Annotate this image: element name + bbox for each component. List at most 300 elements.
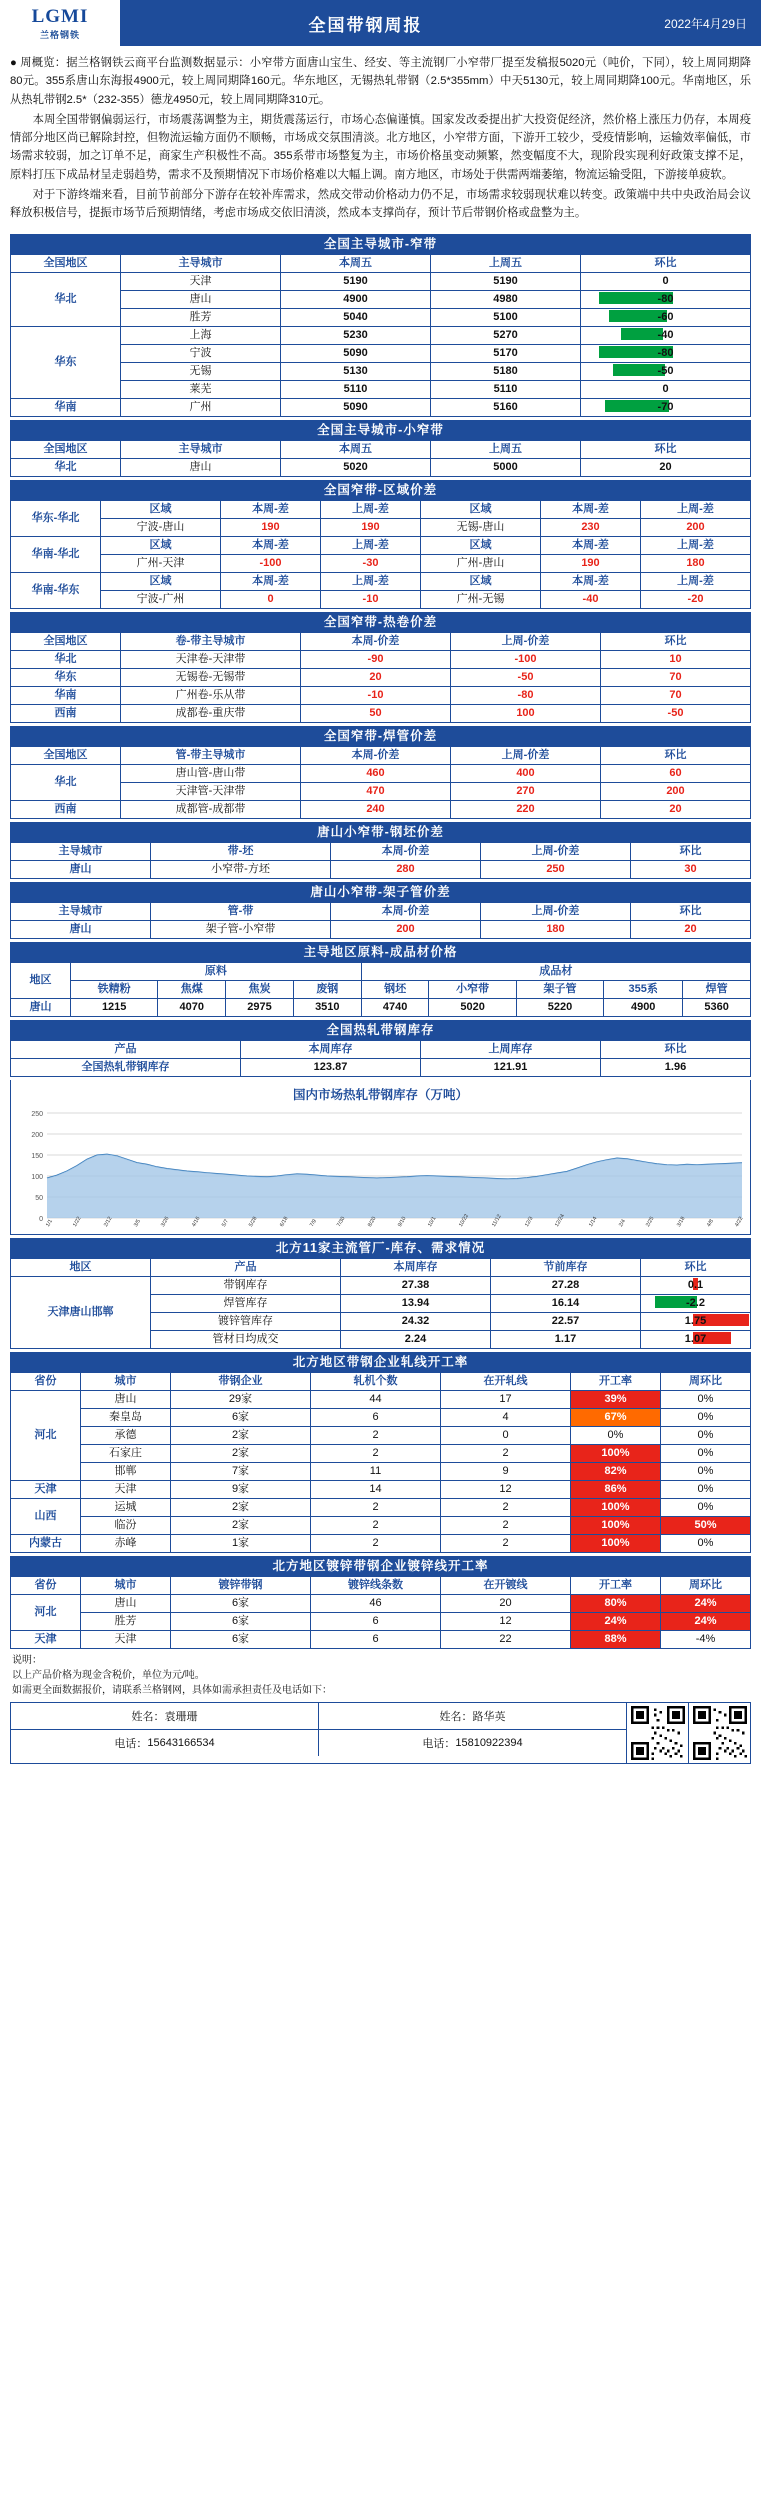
section-title-hot-rolled-inventory: 全国热轧带钢库存 xyxy=(11,1020,751,1040)
cell-last-week: 5190 xyxy=(431,272,581,290)
col-province: 省份 xyxy=(11,1372,81,1390)
col-region: 全国地区 xyxy=(11,440,121,458)
brand-logo xyxy=(0,0,120,46)
table-row xyxy=(11,1480,751,1498)
cell-operating-rate: 80% xyxy=(571,1594,661,1612)
cell-product: 全国热轧带钢库存 xyxy=(11,1058,241,1076)
cell-city: 天津 xyxy=(121,272,281,290)
cell-iron-powder: 1215 xyxy=(71,998,158,1016)
cell-this-diff-2: -40 xyxy=(541,590,641,608)
cell-this-diff-2: 230 xyxy=(541,518,641,536)
cell-welded-pipe: 5360 xyxy=(683,998,751,1016)
section-title-galvanizing-rate: 北方地区镀锌带钢企业镀锌线开工率 xyxy=(11,1556,751,1576)
cell-city-pair: 成都管-成都带 xyxy=(121,800,301,818)
cell-active-mills: 2 xyxy=(441,1498,571,1516)
col-last-diff: 上周-差 xyxy=(321,500,421,518)
cell-last-week: 5100 xyxy=(431,308,581,326)
section-title-small-narrow: 全国主导城市-小窄带 xyxy=(11,420,751,440)
cell-last-week: 5270 xyxy=(431,326,581,344)
cell-region: 华东 xyxy=(11,668,121,686)
cell-this-diff: -10 xyxy=(301,686,451,704)
cell-product: 管材日均成交 xyxy=(151,1330,341,1348)
cell-firms: 6家 xyxy=(171,1612,311,1630)
col-coking-coal: 焦煤 xyxy=(158,980,226,998)
contact-phone-2 xyxy=(318,1730,626,1756)
cell-wow: 0% xyxy=(661,1390,751,1408)
cell-region: 华北 xyxy=(11,458,121,476)
col-last-inventory: 上周库存 xyxy=(421,1040,601,1058)
cell-line-count: 6 xyxy=(311,1612,441,1630)
cell-preholiday-inventory: 1.17 xyxy=(491,1330,641,1348)
table-hot-rolled-inventory xyxy=(10,1020,751,1077)
change-value: -2.2 xyxy=(686,1296,705,1309)
col-this-week: 本周五 xyxy=(281,254,431,272)
cell-operating-rate: 88% xyxy=(571,1630,661,1648)
cell-wow: 0% xyxy=(661,1480,751,1498)
table-hotcoil-spread xyxy=(10,612,751,723)
cell-product: 焊管库存 xyxy=(151,1294,341,1312)
col-change: 环比 xyxy=(641,1258,751,1276)
svg-text:250: 250 xyxy=(31,1110,43,1118)
cell-change xyxy=(581,398,751,416)
qr-code-1 xyxy=(626,1703,688,1763)
cell-city: 唐山 xyxy=(121,458,281,476)
change-value: -60 xyxy=(657,310,674,323)
cell-change: 30 xyxy=(631,860,751,878)
table-row xyxy=(11,860,751,878)
col-line-count: 镀锌线条数 xyxy=(311,1576,441,1594)
cell-region: 西南 xyxy=(11,704,121,722)
cell-change xyxy=(581,326,751,344)
change-value: 0 xyxy=(662,274,669,287)
table-row xyxy=(11,290,751,308)
cell-this-week: 5130 xyxy=(281,362,431,380)
cell-last-diff: -80 xyxy=(451,686,601,704)
cell-last-diff-2: 200 xyxy=(641,518,751,536)
cell-this-week: 5090 xyxy=(281,344,431,362)
table-row xyxy=(11,1408,751,1426)
cell-last-diff: -100 xyxy=(451,650,601,668)
cell-this-diff: 470 xyxy=(301,782,451,800)
table-tangshan-billet-spread xyxy=(10,822,751,879)
col-change: 环比 xyxy=(601,632,751,650)
cell-wow: 0% xyxy=(661,1462,751,1480)
col-city: 主导城市 xyxy=(11,842,151,860)
cell-region: 华南-华东 xyxy=(11,572,101,608)
cell-this-week: 5110 xyxy=(281,380,431,398)
cell-change: 70 xyxy=(601,686,751,704)
col-coke: 焦炭 xyxy=(226,980,294,998)
cell-last-diff: 100 xyxy=(451,704,601,722)
cell-city: 广州 xyxy=(121,398,281,416)
cell-this-week: 5040 xyxy=(281,308,431,326)
col-last-diff: 上周-差 xyxy=(321,572,421,590)
logo-cn-text: 兰格钢铁 xyxy=(39,29,80,40)
cell-pair: 架子管-小窄带 xyxy=(151,920,331,938)
page-title: 全国带钢周报 xyxy=(308,15,423,35)
cell-mill-count: 6 xyxy=(311,1408,441,1426)
col-operating-rate: 开工率 xyxy=(571,1372,661,1390)
col-preholiday-inventory: 节前库存 xyxy=(491,1258,641,1276)
x-tick: 5/28 xyxy=(248,1215,259,1228)
cell-last-diff: -30 xyxy=(321,554,421,572)
cell-this-inventory: 24.32 xyxy=(341,1312,491,1330)
col-area-2: 区域 xyxy=(421,572,541,590)
col-product: 产品 xyxy=(11,1040,241,1058)
cell-last-diff: 400 xyxy=(451,764,601,782)
col-operating-rate: 开工率 xyxy=(571,1576,661,1594)
table-tangshan-scaffold-spread xyxy=(10,882,751,939)
cell-this-inventory: 123.87 xyxy=(241,1058,421,1076)
cell-this-diff: 200 xyxy=(331,920,481,938)
cell-active-mills: 2 xyxy=(441,1534,571,1552)
cell-this-week: 5190 xyxy=(281,272,431,290)
cell-last-diff-2: 180 xyxy=(641,554,751,572)
cell-pair: 宁波-广州 xyxy=(101,590,221,608)
col-region: 地区 xyxy=(11,962,71,998)
x-tick: 9/10 xyxy=(397,1215,408,1228)
table-main-narrow xyxy=(10,234,751,417)
x-tick: 7/30 xyxy=(336,1215,347,1228)
cell-pair: 小窄带-方坯 xyxy=(151,860,331,878)
cell-active-mills: 2 xyxy=(441,1516,571,1534)
cell-city: 唐山 xyxy=(81,1390,171,1408)
change-value: -80 xyxy=(657,346,674,359)
name-label-2: 姓名： xyxy=(439,1710,473,1723)
contact-name-1 xyxy=(11,1703,318,1729)
col-pair: 带-坯 xyxy=(151,842,331,860)
chart-plot-area xyxy=(17,1107,744,1228)
col-region: 全国地区 xyxy=(11,746,121,764)
cell-last-week: 5110 xyxy=(431,380,581,398)
cell-change xyxy=(581,308,751,326)
cell-province: 河北 xyxy=(11,1594,81,1630)
x-tick: 11/12 xyxy=(491,1213,503,1228)
cell-city: 天津 xyxy=(81,1630,171,1648)
col-this-diff-2: 本周-差 xyxy=(541,500,641,518)
cell-this-diff: 0 xyxy=(221,590,321,608)
col-last-week: 上周五 xyxy=(431,440,581,458)
x-tick: 3/26 xyxy=(160,1215,171,1228)
cell-operating-rate: 24% xyxy=(571,1612,661,1630)
table-row xyxy=(11,1516,751,1534)
cell-last-inventory: 121.91 xyxy=(421,1058,601,1076)
cell-change xyxy=(641,1312,751,1330)
cell-active-lines: 12 xyxy=(441,1612,571,1630)
col-this-diff: 本周-差 xyxy=(221,572,321,590)
group-finished-product: 成品材 xyxy=(361,962,750,980)
col-last-diff-2: 上周-差 xyxy=(641,572,751,590)
table-row xyxy=(11,1594,751,1612)
cell-city: 赤峰 xyxy=(81,1534,171,1552)
col-last-diff: 上周-价差 xyxy=(451,746,601,764)
cell-mill-count: 14 xyxy=(311,1480,441,1498)
cell-this-inventory: 13.94 xyxy=(341,1294,491,1312)
x-tick: 12/24 xyxy=(554,1212,567,1228)
logo-en-text: LGMI xyxy=(31,5,89,27)
cell-wow: 24% xyxy=(661,1594,751,1612)
cell-operating-rate: 100% xyxy=(571,1498,661,1516)
col-last-diff: 上周-价差 xyxy=(451,632,601,650)
svg-text:200: 200 xyxy=(31,1131,43,1139)
footer-notes xyxy=(0,1649,761,1698)
col-this-inventory: 本周库存 xyxy=(341,1258,491,1276)
x-tick: 7/9 xyxy=(309,1218,319,1228)
cell-change xyxy=(581,380,751,398)
table-row xyxy=(11,1444,751,1462)
cell-wow: 0% xyxy=(661,1444,751,1462)
cell-this-diff-2: 190 xyxy=(541,554,641,572)
cell-active-mills: 12 xyxy=(441,1480,571,1498)
col-last-diff-2: 上周-差 xyxy=(641,536,751,554)
cell-this-diff: 20 xyxy=(301,668,451,686)
col-iron-powder: 铁精粉 xyxy=(71,980,158,998)
table-row xyxy=(11,458,751,476)
change-value: -40 xyxy=(657,328,674,341)
cell-wow: -4% xyxy=(661,1630,751,1648)
cell-scaffold-pipe: 5220 xyxy=(516,998,603,1016)
col-this-diff-2: 本周-差 xyxy=(541,536,641,554)
col-mill-count: 轧机个数 xyxy=(311,1372,441,1390)
cell-region: 华北 xyxy=(11,650,121,668)
cell-firms: 6家 xyxy=(171,1594,311,1612)
cell-last-diff: -50 xyxy=(451,668,601,686)
x-tick: 4/22 xyxy=(733,1215,744,1228)
x-tick: 3/5 xyxy=(133,1218,142,1228)
cell-wow: 0% xyxy=(661,1534,751,1552)
cell-firms: 29家 xyxy=(171,1390,311,1408)
cell-region: 天津唐山邯郸 xyxy=(11,1276,151,1348)
table-row xyxy=(11,272,751,290)
phone-value-1: 15643166534 xyxy=(147,1736,215,1749)
cell-this-diff: 240 xyxy=(301,800,451,818)
cell-last-diff: 190 xyxy=(321,518,421,536)
cell-change: 10 xyxy=(601,650,751,668)
table-row xyxy=(11,650,751,668)
table-row xyxy=(11,518,751,536)
cell-mill-count: 2 xyxy=(311,1426,441,1444)
cell-mill-count: 44 xyxy=(311,1390,441,1408)
cell-active-mills: 9 xyxy=(441,1462,571,1480)
cell-province: 河北 xyxy=(11,1390,81,1480)
cell-last-diff: -10 xyxy=(321,590,421,608)
cell-wow: 24% xyxy=(661,1612,751,1630)
col-wow: 周环比 xyxy=(661,1372,751,1390)
cell-change xyxy=(581,272,751,290)
cell-firms: 6家 xyxy=(171,1630,311,1648)
table-row xyxy=(11,686,751,704)
col-this-diff: 本周-价差 xyxy=(301,632,451,650)
table-row xyxy=(11,398,751,416)
contact-name-2 xyxy=(318,1703,626,1729)
cell-pair-2: 广州-无锡 xyxy=(421,590,541,608)
cell-small-narrow: 5020 xyxy=(429,998,516,1016)
table-small-narrow xyxy=(10,420,751,477)
col-this-diff: 本周-差 xyxy=(221,500,321,518)
cell-last-diff: 270 xyxy=(451,782,601,800)
cell-firms: 2家 xyxy=(171,1516,311,1534)
cell-pair-2: 广州-唐山 xyxy=(421,554,541,572)
cell-city-pair: 天津管-天津带 xyxy=(121,782,301,800)
svg-text:150: 150 xyxy=(31,1152,43,1160)
cell-city-pair: 成都卷-重庆带 xyxy=(121,704,301,722)
col-change: 环比 xyxy=(581,254,751,272)
cell-active-lines: 22 xyxy=(441,1630,571,1648)
cell-region: 华北 xyxy=(11,272,121,326)
cell-line-count: 6 xyxy=(311,1630,441,1648)
cell-wow: 0% xyxy=(661,1498,751,1516)
cell-wow: 0% xyxy=(661,1408,751,1426)
summary-paragraph-3: 对于下游终端来看，目前节前部分下游存在较补库需求，然成交带动价格动力仍不足，市场需求较弱现状难以转变。政策端中共中央政治局会议释放积极信号，提振市场节后预期情绪，考虑市场成交依旧清淡，然成本支撑尚存，预计节后带钢价格或盘整为主。 xyxy=(10,189,751,220)
table-galvanizing-operating-rate xyxy=(10,1556,751,1649)
cell-change xyxy=(641,1294,751,1312)
cell-last-week: 5180 xyxy=(431,362,581,380)
cell-pair: 宁波-唐山 xyxy=(101,518,221,536)
report-date: 2022年4月29日 xyxy=(664,16,747,31)
svg-text:0: 0 xyxy=(39,1215,43,1223)
col-this-diff: 本周-价差 xyxy=(331,902,481,920)
summary-paragraph-2: 本周全国带钢偏弱运行，市场震荡调整为主，期货震荡运行，市场心态偏谨慎。国家发改委提出扩大投资促经济，然价格上涨压力仍存，本周疫情部分地区尚已解除封控，但物流运输方面仍不顺畅，市场成交氛围清淡。北方地区，小窄带方面，下游开工较少，受疫情影响，运输效率偏低，市场需求较弱，加之订单不足，商家生产积极性不高。355系带市场整复为主，市场价格虽变动频繁，然变幅度不大，现阶段实现利好政策支撑不足，原料打压下成品材呈走弱趋势，需求不及预期情况下市场价格难以大幅上调。南方地区，市场处于供需两端萎缩，物流运输受阻，下游接单疲软。 xyxy=(10,113,751,181)
weekly-summary xyxy=(0,46,761,231)
col-355-series: 355系 xyxy=(604,980,683,998)
cell-city-pair: 广州卷-乐从带 xyxy=(121,686,301,704)
col-city: 主导城市 xyxy=(121,254,281,272)
x-tick: 4/16 xyxy=(190,1215,202,1228)
cell-this-week: 4900 xyxy=(281,290,431,308)
cell-this-diff: 50 xyxy=(301,704,451,722)
cell-billet: 4740 xyxy=(361,998,429,1016)
cell-operating-rate: 100% xyxy=(571,1444,661,1462)
table-row xyxy=(11,668,751,686)
bottom-spacer xyxy=(0,1764,761,1772)
cell-this-week: 5090 xyxy=(281,398,431,416)
cell-city: 无锡 xyxy=(121,362,281,380)
cell-change: -50 xyxy=(601,704,751,722)
table-raw-material xyxy=(10,942,751,1017)
cell-city: 运城 xyxy=(81,1498,171,1516)
contact-phone-row xyxy=(11,1730,626,1756)
section-title-region-spread: 全国窄带-区域价差 xyxy=(11,480,751,500)
table-rolling-operating-rate xyxy=(10,1352,751,1553)
cell-operating-rate: 39% xyxy=(571,1390,661,1408)
col-area: 区域 xyxy=(101,536,221,554)
cell-active-mills: 4 xyxy=(441,1408,571,1426)
table-row xyxy=(11,380,751,398)
table-row xyxy=(11,920,751,938)
col-change: 环比 xyxy=(601,746,751,764)
cell-this-inventory: 2.24 xyxy=(341,1330,491,1348)
col-firms: 镀锌带钢 xyxy=(171,1576,311,1594)
change-value: 20 xyxy=(659,460,672,473)
cell-province: 天津 xyxy=(11,1480,81,1498)
x-tick: 5/7 xyxy=(221,1218,231,1228)
cell-city: 唐山 xyxy=(11,920,151,938)
col-area: 区域 xyxy=(101,500,221,518)
table-row xyxy=(11,1390,751,1408)
cell-product: 镀锌管库存 xyxy=(151,1312,341,1330)
col-pair: 管-带 xyxy=(151,902,331,920)
cell-this-diff: 280 xyxy=(331,860,481,878)
col-small-narrow: 小窄带 xyxy=(429,980,516,998)
table-row xyxy=(11,1426,751,1444)
table-row xyxy=(11,326,751,344)
cell-firms: 6家 xyxy=(171,1408,311,1426)
cell-last-diff: 180 xyxy=(481,920,631,938)
col-region: 地区 xyxy=(11,1258,151,1276)
cell-province: 山西 xyxy=(11,1498,81,1534)
cell-firms: 2家 xyxy=(171,1498,311,1516)
cell-active-mills: 0 xyxy=(441,1426,571,1444)
cell-city: 邯郸 xyxy=(81,1462,171,1480)
contact-cells xyxy=(11,1703,626,1763)
cell-mill-count: 2 xyxy=(311,1516,441,1534)
col-wow: 周环比 xyxy=(661,1576,751,1594)
x-tick: 2/12 xyxy=(102,1215,114,1228)
cell-region: 华南-华北 xyxy=(11,536,101,572)
x-tick: 3/18 xyxy=(675,1215,687,1228)
table-row xyxy=(11,704,751,722)
cell-city-pair: 天津卷-天津带 xyxy=(121,650,301,668)
col-region: 全国地区 xyxy=(11,254,121,272)
cell-region: 华东-华北 xyxy=(11,500,101,536)
table-row xyxy=(11,764,751,782)
col-this-week: 本周五 xyxy=(281,440,431,458)
col-firms: 带钢企业 xyxy=(171,1372,311,1390)
cell-last-week: 5170 xyxy=(431,344,581,362)
cell-city: 胜芳 xyxy=(121,308,281,326)
col-active-mills: 在开轧线 xyxy=(441,1372,571,1390)
cell-change: 20 xyxy=(631,920,751,938)
table-row xyxy=(11,1612,751,1630)
svg-text:100: 100 xyxy=(31,1173,43,1181)
x-tick: 10/22 xyxy=(457,1212,470,1228)
col-last-diff: 上周-价差 xyxy=(481,842,631,860)
col-change: 环比 xyxy=(581,440,751,458)
col-this-diff: 本周-价差 xyxy=(301,746,451,764)
chart-svg xyxy=(17,1107,746,1228)
cell-change: 20 xyxy=(601,800,751,818)
col-active-lines: 在开镀线 xyxy=(441,1576,571,1594)
cell-wow: 0% xyxy=(661,1426,751,1444)
section-title-hotcoil-spread: 全国窄带-热卷价差 xyxy=(11,612,751,632)
cell-operating-rate: 67% xyxy=(571,1408,661,1426)
cell-mill-count: 2 xyxy=(311,1534,441,1552)
cell-product: 带钢库存 xyxy=(151,1276,341,1294)
cell-city: 唐山 xyxy=(81,1594,171,1612)
cell-firms: 9家 xyxy=(171,1480,311,1498)
table-row xyxy=(11,800,751,818)
table-row xyxy=(11,1276,751,1294)
col-area-2: 区域 xyxy=(421,500,541,518)
section-title-tangshan-billet: 唐山小窄带-钢坯价差 xyxy=(11,822,751,842)
x-tick: 2/25 xyxy=(645,1215,656,1228)
change-value: 0 xyxy=(662,382,669,395)
x-tick: 1/1 xyxy=(45,1218,54,1228)
cell-province: 天津 xyxy=(11,1630,81,1648)
page-header xyxy=(0,0,761,46)
cell-operating-rate: 82% xyxy=(571,1462,661,1480)
name-value-2: 路华英 xyxy=(472,1710,506,1723)
table-region-spread xyxy=(10,480,751,609)
cell-active-mills: 17 xyxy=(441,1390,571,1408)
col-last-week: 上周五 xyxy=(431,254,581,272)
cell-this-diff: -90 xyxy=(301,650,451,668)
col-city: 城市 xyxy=(81,1576,171,1594)
cell-city: 秦皇岛 xyxy=(81,1408,171,1426)
section-title-main-narrow: 全国主导城市-窄带 xyxy=(11,234,751,254)
cell-operating-rate: 0% xyxy=(571,1426,661,1444)
cell-region: 华南 xyxy=(11,398,121,416)
